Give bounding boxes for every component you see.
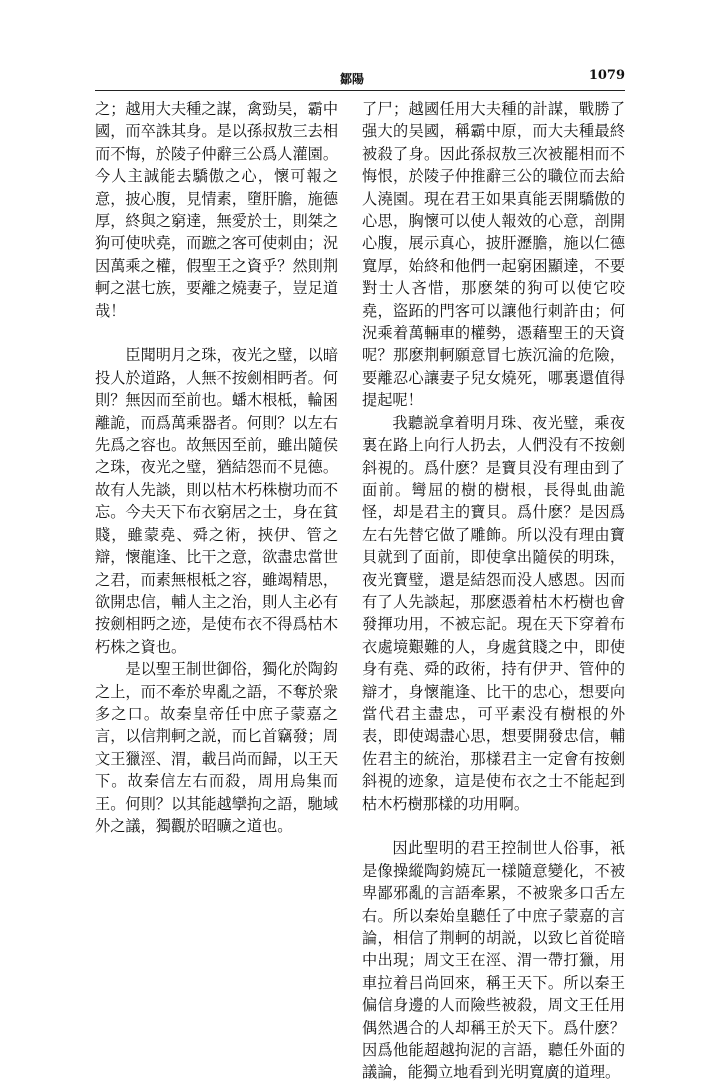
classical-paragraph-1: 之；越用大夫種之謀，禽勁吴，霸中國，而卒誅其身。是以孫叔敖三去相而不悔，於陵子仲辭三公爲人灌園。今人主誠能去驕傲之心，懷可報之意，披心腹，見情素，墮肝膽，施德厚，終與之窮達，無愛於士，則桀之狗可使吠堯，而蹠之客可使刺由；況因萬乘之權，假聖王之資乎？然則荆軻之湛七族，要離之燒妻子，豈足道哉！ [95,100,338,320]
translation-paragraph-1: 了尸；越國任用大夫種的計謀，戰勝了强大的吴國，稱霸中原，而大夫種最終被殺了身。因此孫叔敖三次被罷相而不悔恨，於陵子仲推辭三公的職位而去給人澆園。現在君王如果真能丟開驕傲的心思，胸懷可以使人報效的心意，剖開心腹，展示真心，披肝瀝膽，施以仁德寬厚，始終和他們一起窮困顯達，不要對士人吝惜，那麽桀的狗可以使它咬堯，盜跖的門客可以讓他行刺許由；何況乘着萬輛車的權勢，憑藉聖王的天資呢？那麽荆軻願意冒七族沉淪的危險，要離忍心讓妻子兒女燒死，哪裏還值得提起呢！ [362,100,625,410]
classical-paragraph-3: 是以聖王制世御俗，獨化於陶鈞之上，而不牽於卑亂之語，不奪於衆多之口。故秦皇帝任中庶子蒙嘉之言，以信荆軻之説，而匕首竊發；周文王獵涇、渭，載吕尚而歸，以王天下。故秦信左右而殺，周用烏集而王。何則？以其能越攣拘之語，馳域外之議，獨觀於昭曠之道也。 [95,660,339,835]
translation-column [362,98,625,1084]
classical-paragraph-2: 臣聞明月之珠，夜光之璧，以暗投人於道路，人無不按劍相眄者。何則？無因而至前也。蟠木根柢，輪囷離詭，而爲萬乘器者。何則？以左右先爲之容也。故無因至前，雖出隨侯之珠，夜光之璧，猶結怨而不見德。故有人先談，則以枯木朽株樹功而不忘。今夫天下布衣窮居之士，身在貧賤，雖蒙堯、舜之術，挾伊、管之辯，懷龍逢、比干之意，欲盡忠當世之君，而素無根柢之容，雖竭精思，欲開忠信，輔人主之治，則人主必有按劍相眄之迹，是使布衣不得爲枯木朽株之資也。 [95,346,339,656]
header-rule [95,90,625,91]
paragraph-gap [362,815,625,837]
classical-text-column [95,98,338,837]
translation-paragraph-3: 因此聖明的君王控制世人俗事，衹是像操縱陶鈞燒瓦一樣隨意變化，不被卑鄙邪亂的言語牽累，不被衆多口舌左右。所以秦始皇聽任了中庶子蒙嘉的言論，相信了荆軻的胡説，以致匕首從暗中出現；周文王在涇、渭一帶打獵，用車拉着吕尚回來，稱王天下。所以秦王偏信身邊的人而險些被殺，周文王任用偶然遇合的人却稱王於天下。爲什麽？因爲他能超越拘泥的言語，聽任外面的議論，能獨立地看到光明寬廣的道理。 [362,839,625,1082]
page-number: 1079 [588,68,625,83]
translation-paragraph-2: 我聽説拿着明月珠、夜光璧，乘夜裏在路上向行人扔去，人們没有不按劍斜視的。爲什麽？是寶貝没有理由到了面前。彎屈的樹的樹根，長得虬曲詭怪，却是君主的寶貝。爲什麽？是因爲左右先替它做了雕飾。所以没有理由寶貝就到了面前，即使拿出隨侯的明珠，夜光寶璧，還是結怨而没人感恩。因而有了人先談起，那麽憑着枯木朽樹也會發揮功用，不被忘記。現在天下穿着布衣處境艱難的人，身處貧賤之中，即使身有堯、舜的政術，持有伊尹、管仲的辯才，身懷龍逢、比干的忠心，想要向當代君主盡忠，可平素没有樹根的外表，即使竭盡心思，想要開發忠信，輔佐君主的統治，那樣君主一定會有按劍斜視的迹象，這是使布衣之士不能起到枯木朽樹那樣的功用啊。 [362,413,625,813]
running-title: 鄒陽 [340,72,365,86]
paragraph-gap [95,322,338,344]
